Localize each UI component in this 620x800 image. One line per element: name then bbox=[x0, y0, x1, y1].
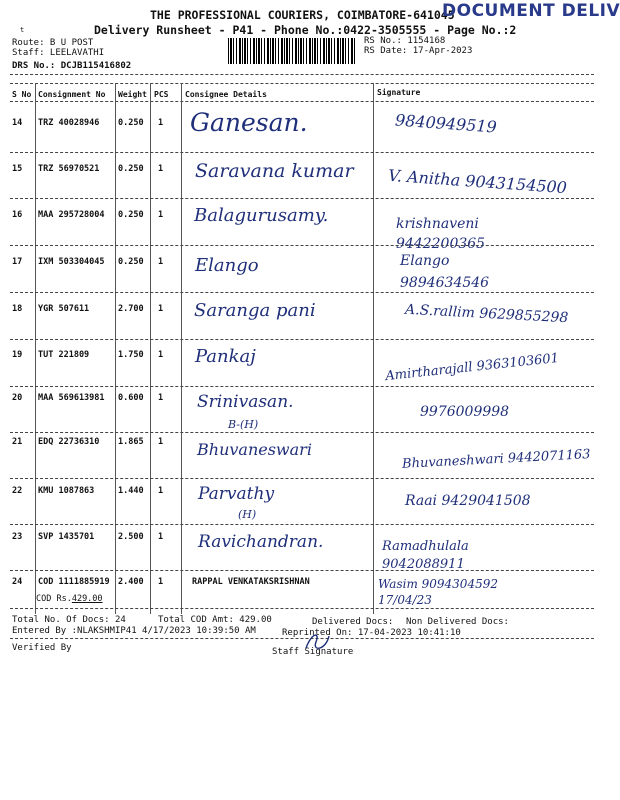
row-pcs: 1 bbox=[158, 304, 164, 314]
row-divider bbox=[10, 339, 594, 340]
drs-number: DRS No.: DCJB115416802 bbox=[12, 61, 132, 71]
row-sno: 22 bbox=[12, 486, 23, 496]
row-consignment: MAA 295728004 bbox=[38, 210, 105, 220]
column-line bbox=[181, 83, 182, 614]
row-signature: Ramadhulala 9042088911 bbox=[382, 539, 469, 572]
row-sno: 14 bbox=[12, 118, 23, 128]
row-sno: 18 bbox=[12, 304, 23, 314]
rs-date: RS Date: 17-Apr-2023 bbox=[364, 46, 473, 56]
total-docs: Total No. Of Docs: 24 bbox=[12, 615, 126, 625]
row-divider bbox=[10, 198, 594, 199]
header-divider bbox=[10, 74, 594, 75]
row-pcs: 1 bbox=[158, 350, 164, 360]
document-delivery-stamp: DOCUMENT DELIV bbox=[442, 1, 620, 21]
row-consignee: Balagurusamy. bbox=[194, 205, 329, 226]
staff-signature-scribble bbox=[302, 630, 332, 652]
row-signature: Raai 9429041508 bbox=[405, 493, 531, 509]
row-divider bbox=[10, 570, 594, 571]
row-consignee: RAPPAL VENKATAKSRISHNAN bbox=[192, 577, 310, 587]
col-header-sno: S No bbox=[12, 90, 32, 99]
row-signature: Wasim 9094304592 17/04/23 bbox=[378, 577, 498, 607]
row-pcs: 1 bbox=[158, 486, 164, 496]
total-cod-amount: Total COD Amt: 429.00 bbox=[158, 615, 272, 625]
cod-amount-value: 429.00 bbox=[71, 594, 103, 604]
row-pcs: 1 bbox=[158, 210, 164, 220]
runsheet-subtitle: Delivery Runsheet - P41 - Phone No.:0422-3505555 - Page No.:2 bbox=[94, 23, 517, 37]
route: Route: B U POST bbox=[12, 38, 94, 48]
row-consignment: KMU 1087863 bbox=[38, 486, 95, 496]
row-weight: 1.440 bbox=[118, 486, 144, 496]
entered-by: Entered By :NLAKSHMIP41 4/17/2023 10:39:50 AM bbox=[12, 626, 256, 636]
reprinted-on: Reprinted On: 17-04-2023 10:41:10 bbox=[282, 628, 461, 638]
row-consignee: Ganesan. bbox=[190, 108, 308, 137]
row-consignee: Elango bbox=[195, 255, 259, 276]
row-weight: 1.750 bbox=[118, 350, 144, 360]
row-weight: 0.600 bbox=[118, 393, 144, 403]
delivered-docs: Delivered Docs: bbox=[312, 617, 394, 627]
row-consignment: MAA 569613981 bbox=[38, 393, 105, 403]
row-divider bbox=[10, 524, 594, 525]
row-weight: 0.250 bbox=[118, 118, 144, 128]
header-divider bbox=[10, 101, 594, 102]
row-sno: 20 bbox=[12, 393, 23, 403]
row-divider bbox=[10, 608, 594, 609]
non-delivered-docs: Non Delivered Docs: bbox=[406, 617, 509, 627]
col-header-signature: Signature bbox=[377, 88, 421, 97]
col-header-consignment: Consignment No bbox=[38, 90, 106, 99]
row-consignment: SVP 1435701 bbox=[38, 532, 95, 542]
row-sno: 19 bbox=[12, 350, 23, 360]
row-signature: A.S.rallim 9629855298 bbox=[404, 301, 569, 327]
row-consignment: YGR 507611 bbox=[38, 304, 90, 314]
column-line bbox=[150, 83, 151, 614]
col-header-pcs: PCS bbox=[154, 90, 169, 99]
row-consignment: EDQ 22736310 bbox=[38, 437, 100, 447]
row-pcs: 1 bbox=[158, 393, 164, 403]
row-weight: 0.250 bbox=[118, 257, 144, 267]
row-consignee: Ravichandran. bbox=[198, 532, 324, 552]
row-signature: V. Anitha 9043154500 bbox=[387, 165, 568, 198]
row-consignment: IXM 503304045 bbox=[38, 257, 105, 267]
row-pcs: 1 bbox=[158, 532, 164, 542]
row-signature: Elango 9894634546 bbox=[400, 253, 490, 291]
row-consignment: TRZ 56970521 bbox=[38, 164, 100, 174]
staff-signature: Staff Signature bbox=[272, 647, 354, 657]
row-sno: 21 bbox=[12, 437, 23, 447]
row-weight: 2.700 bbox=[118, 304, 144, 314]
row-pcs: 1 bbox=[158, 577, 164, 587]
row-pcs: 1 bbox=[158, 437, 164, 447]
row-weight: 1.865 bbox=[118, 437, 144, 447]
row-divider bbox=[10, 152, 594, 153]
row-signature: Amirtharajall 9363103601 bbox=[384, 350, 560, 385]
row-weight: 0.250 bbox=[118, 164, 144, 174]
row-pcs: 1 bbox=[158, 257, 164, 267]
cod-amount-label: COD Rs. bbox=[36, 594, 72, 604]
column-line bbox=[35, 83, 36, 614]
row-pcs: 1 bbox=[158, 164, 164, 174]
rs-number: RS No.: 1154168 bbox=[364, 36, 446, 46]
row-weight: 2.500 bbox=[118, 532, 144, 542]
corner-mark: t bbox=[20, 26, 25, 34]
row-consignee: Srinivasan. bbox=[197, 392, 294, 412]
staff: Staff: LEELAVATHI bbox=[12, 48, 105, 58]
row-signature: krishnaveni 9442200365 bbox=[396, 216, 486, 252]
row-consignment: COD 1111885919 bbox=[38, 577, 110, 587]
row-divider bbox=[10, 478, 594, 479]
row-consignee: Saravana kumar bbox=[195, 160, 354, 182]
col-header-weight: Weight bbox=[118, 90, 147, 99]
row-consignee: Parvathy bbox=[198, 484, 275, 504]
row-consignee-note: (H) bbox=[238, 508, 257, 521]
row-sno: 17 bbox=[12, 257, 23, 267]
row-signature: Bhuvaneshwari 9442071163 bbox=[401, 447, 591, 472]
row-sno: 23 bbox=[12, 532, 23, 542]
page-title: THE PROFESSIONAL COURIERS, COIMBATORE-641045 bbox=[150, 8, 455, 22]
row-divider bbox=[10, 245, 594, 246]
row-consignee: Pankaj bbox=[195, 346, 256, 367]
row-pcs: 1 bbox=[158, 118, 164, 128]
column-line bbox=[373, 83, 374, 614]
row-divider bbox=[10, 386, 594, 387]
row-weight: 0.250 bbox=[118, 210, 144, 220]
col-header-consignee: Consignee Details bbox=[185, 90, 267, 99]
row-consignee: Bhuvaneswari bbox=[197, 440, 312, 459]
row-consignment: TUT 221809 bbox=[38, 350, 90, 360]
row-sno: 24 bbox=[12, 577, 23, 587]
row-weight: 2.400 bbox=[118, 577, 144, 587]
header-divider bbox=[10, 83, 594, 84]
row-divider bbox=[10, 292, 594, 293]
column-line bbox=[115, 83, 116, 614]
verified-by: Verified By bbox=[12, 643, 72, 653]
row-divider bbox=[10, 432, 594, 433]
row-sno: 16 bbox=[12, 210, 23, 220]
row-sno: 15 bbox=[12, 164, 23, 174]
row-consignee-note: B-(H) bbox=[228, 418, 259, 431]
row-consignee: Saranga pani bbox=[194, 300, 316, 321]
barcode bbox=[228, 38, 356, 64]
row-consignment: TRZ 40028946 bbox=[38, 118, 100, 128]
row-signature: 9976009998 bbox=[420, 404, 510, 420]
row-signature: 9840949519 bbox=[394, 110, 498, 137]
